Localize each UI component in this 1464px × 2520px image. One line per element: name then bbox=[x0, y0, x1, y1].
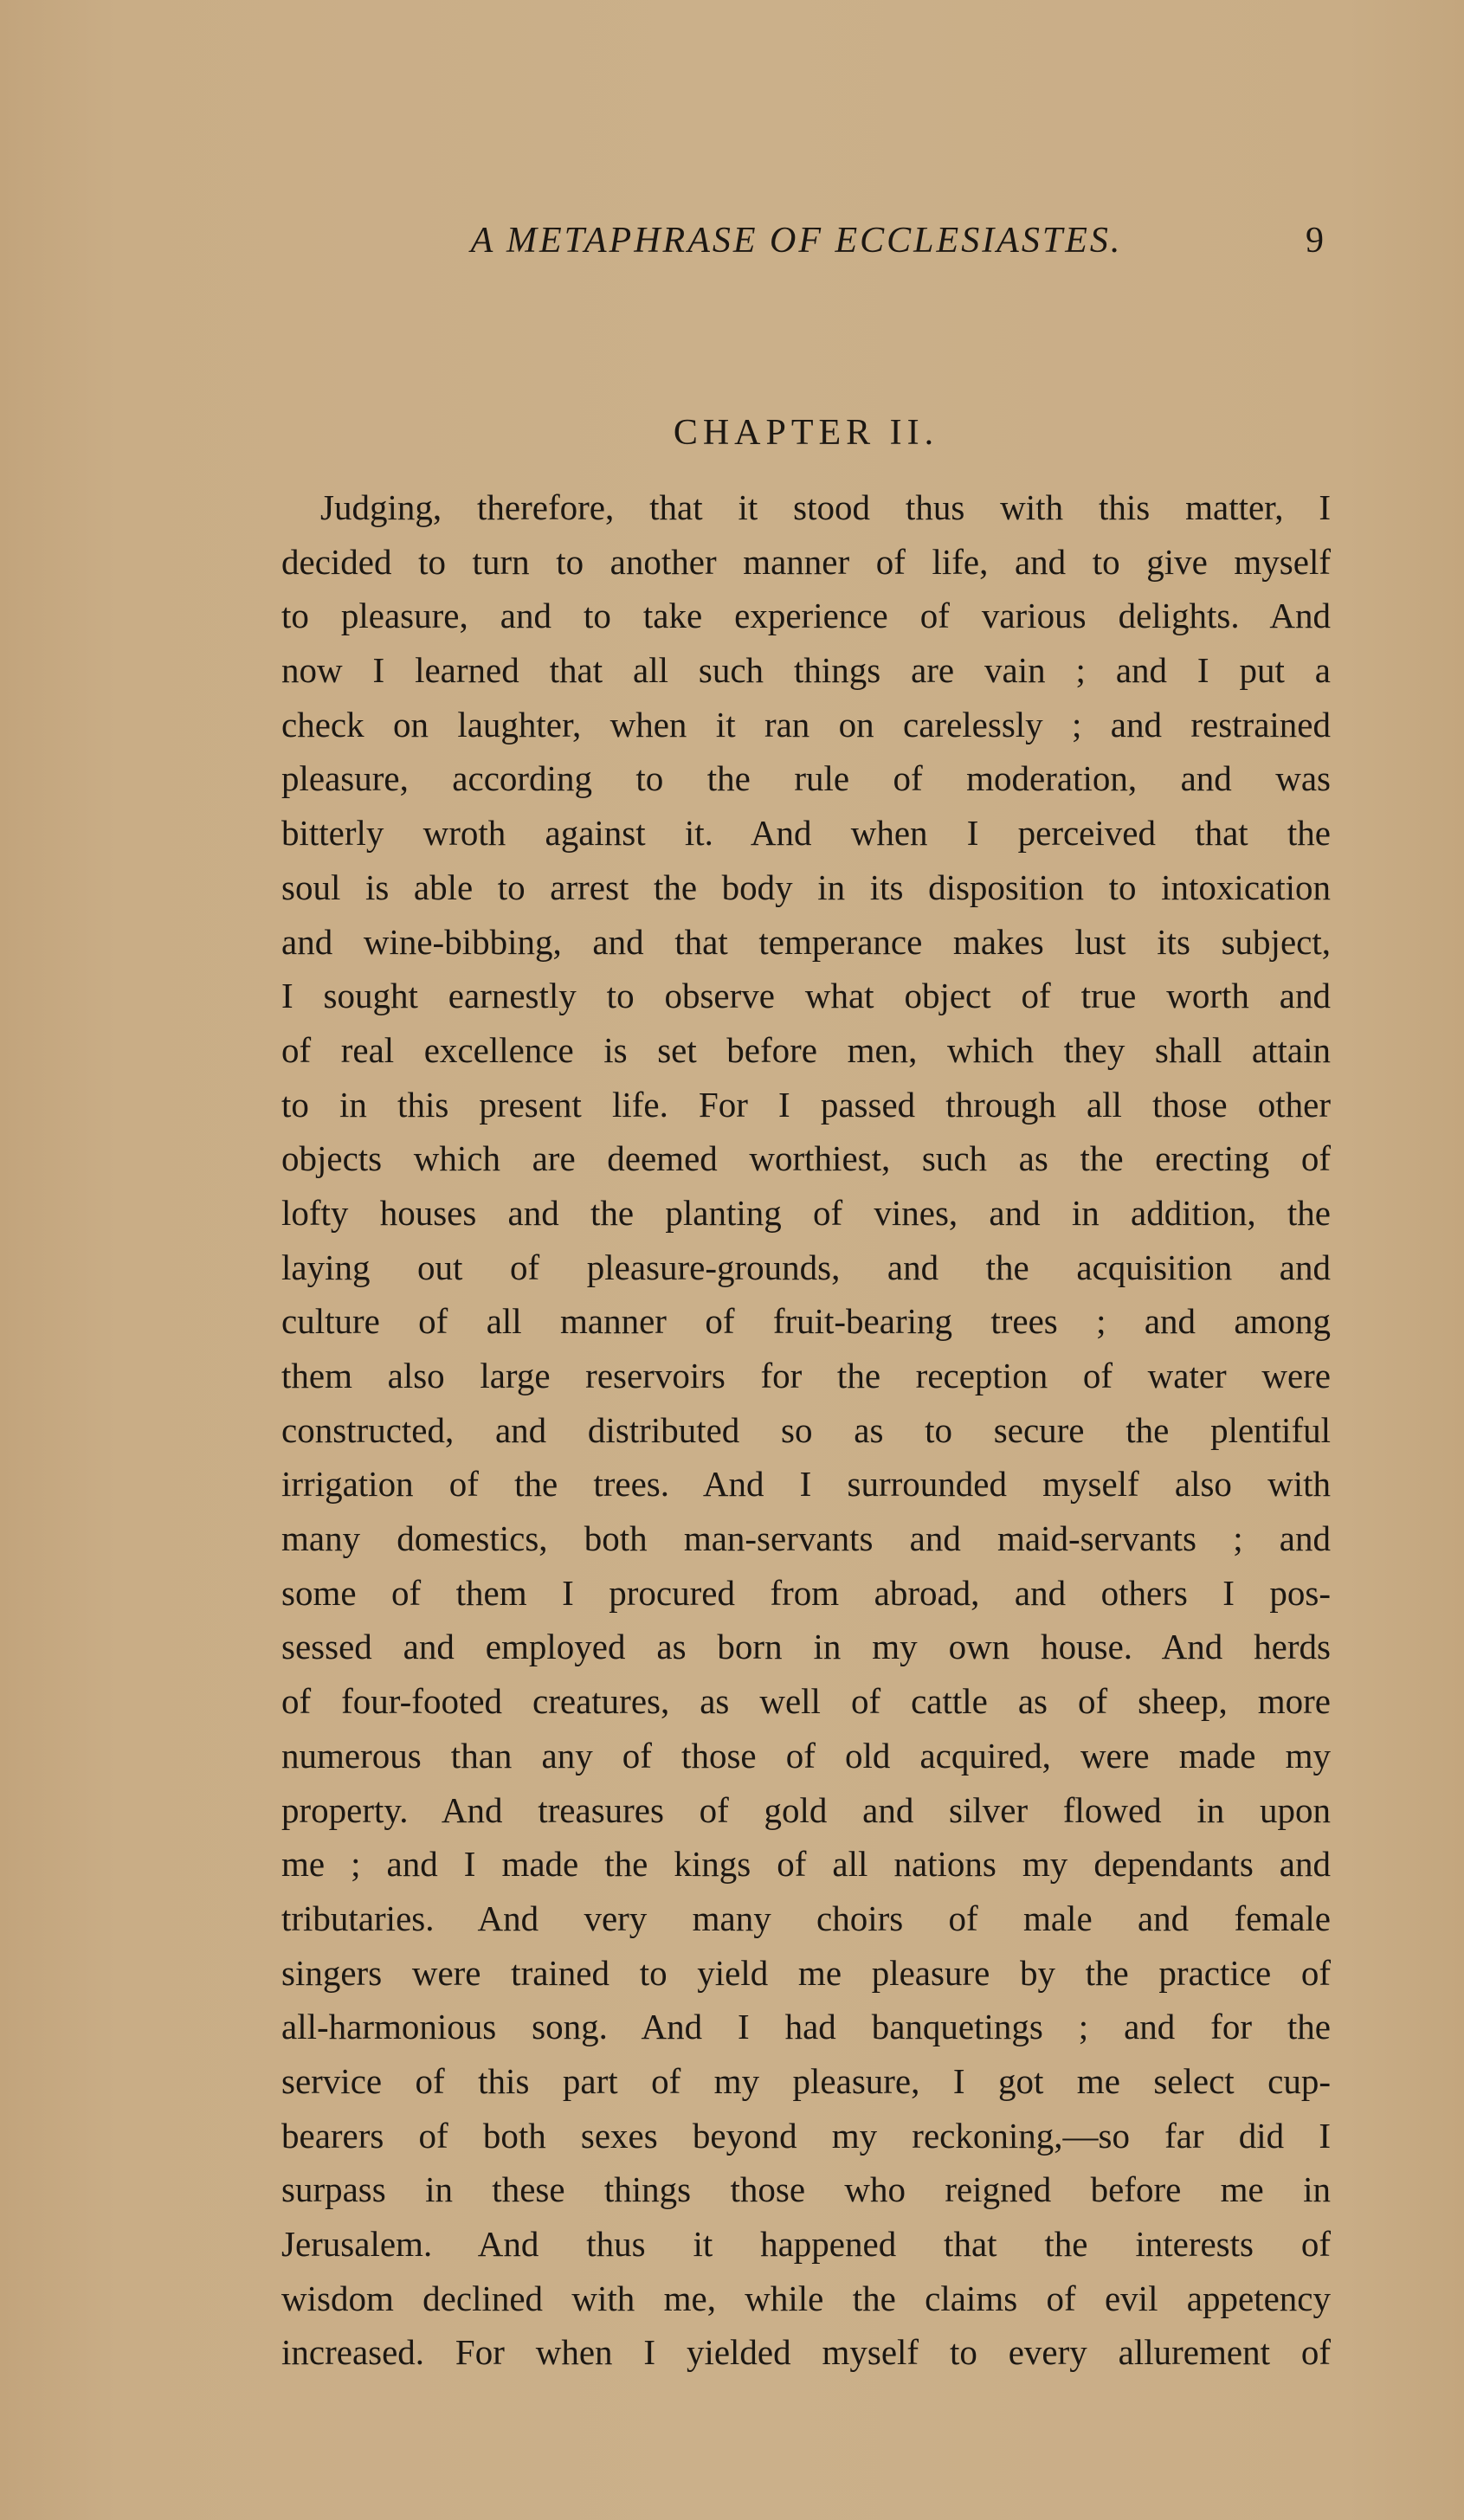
text-line: me ; and I made the kings of all nations my dependants and bbox=[281, 1844, 1331, 1885]
text-line: surpass in these things those who reigned before me in bbox=[281, 2169, 1331, 2210]
text-line: lofty houses and the planting of vines, and in addition, the bbox=[281, 1192, 1331, 1233]
text-line: to pleasure, and to take experience of various delights. And bbox=[281, 596, 1331, 636]
text-line: many domestics, both man-servants and maid-servants ; and bbox=[281, 1518, 1331, 1559]
text-line: soul is able to arrest the body in its disposition to intoxication bbox=[281, 867, 1331, 907]
running-title: A METAPHRASE OF ECCLESIASTES. bbox=[470, 221, 1123, 261]
text-line: culture of all manner of fruit-bearing trees ; and among bbox=[281, 1301, 1331, 1342]
text-line: them also large reservoirs for the reception of water were bbox=[281, 1356, 1331, 1395]
page-number: 9 bbox=[1306, 221, 1324, 261]
text-line: bitterly wroth against it. And when I perceived that the bbox=[281, 813, 1331, 854]
text-line: of real excellence is set before men, which they shall attain bbox=[281, 1029, 1331, 1070]
body-text bbox=[281, 480, 1331, 2380]
text-line: pleasure, according to the rule of moderation, and was bbox=[281, 758, 1331, 799]
text-line: constructed, and distributed so as to secure the plentiful bbox=[281, 1409, 1331, 1450]
text-line: of four-footed creatures, as well of cattle as of sheep, more bbox=[281, 1681, 1331, 1722]
text-line: irrigation of the trees. And I surrounded myself also with bbox=[281, 1464, 1331, 1505]
running-head bbox=[281, 215, 1331, 267]
text-line: tributaries. And very many choirs of male and female bbox=[281, 1898, 1331, 1938]
text-line: Jerusalem. And thus it happened that the interests of bbox=[281, 2224, 1331, 2264]
text-line: singers were trained to yield me pleasure by the practice of bbox=[281, 1952, 1331, 1993]
text-line: to in this present life. For I passed through all those other bbox=[281, 1084, 1331, 1125]
text-line: service of this part of my pleasure, I got me select cup- bbox=[281, 2060, 1331, 2101]
text-line: increased. For when I yielded myself to every allurement of bbox=[281, 2332, 1331, 2373]
text-line: now I learned that all such things are vain ; and I put a bbox=[281, 650, 1331, 691]
text-line: bearers of both sexes beyond my reckoning,—so far did I bbox=[281, 2115, 1331, 2156]
text-line: sessed and employed as born in my own house. And herds bbox=[281, 1627, 1331, 1667]
text-line: numerous than any of those of old acquired, were made my bbox=[281, 1735, 1331, 1776]
text-line: and wine-bibbing, and that temperance makes lust its subject, bbox=[281, 921, 1331, 962]
text-line: Judging, therefore, that it stood thus with this matter, I bbox=[320, 487, 1331, 527]
text-line: objects which are deemed worthiest, such as the erecting of bbox=[281, 1138, 1331, 1179]
text-line: all-harmonious song. And I had banquetings ; and for the bbox=[281, 2007, 1331, 2047]
chapter-heading: CHAPTER II. bbox=[673, 413, 939, 453]
text-line: laying out of pleasure-grounds, and the acquisition and bbox=[281, 1247, 1331, 1287]
text-line: wisdom declined with me, while the claims of evil appetency bbox=[281, 2278, 1331, 2318]
text-line: decided to turn to another manner of life, and to give myself bbox=[281, 541, 1331, 582]
text-line: I sought earnestly to observe what object of true worth and bbox=[281, 976, 1331, 1016]
text-line: some of them I procured from abroad, and others I pos- bbox=[281, 1572, 1331, 1613]
text-line: property. And treasures of gold and silver flowed in upon bbox=[281, 1789, 1331, 1830]
text-line: check on laughter, when it ran on carelessly ; and restrained bbox=[281, 704, 1331, 744]
